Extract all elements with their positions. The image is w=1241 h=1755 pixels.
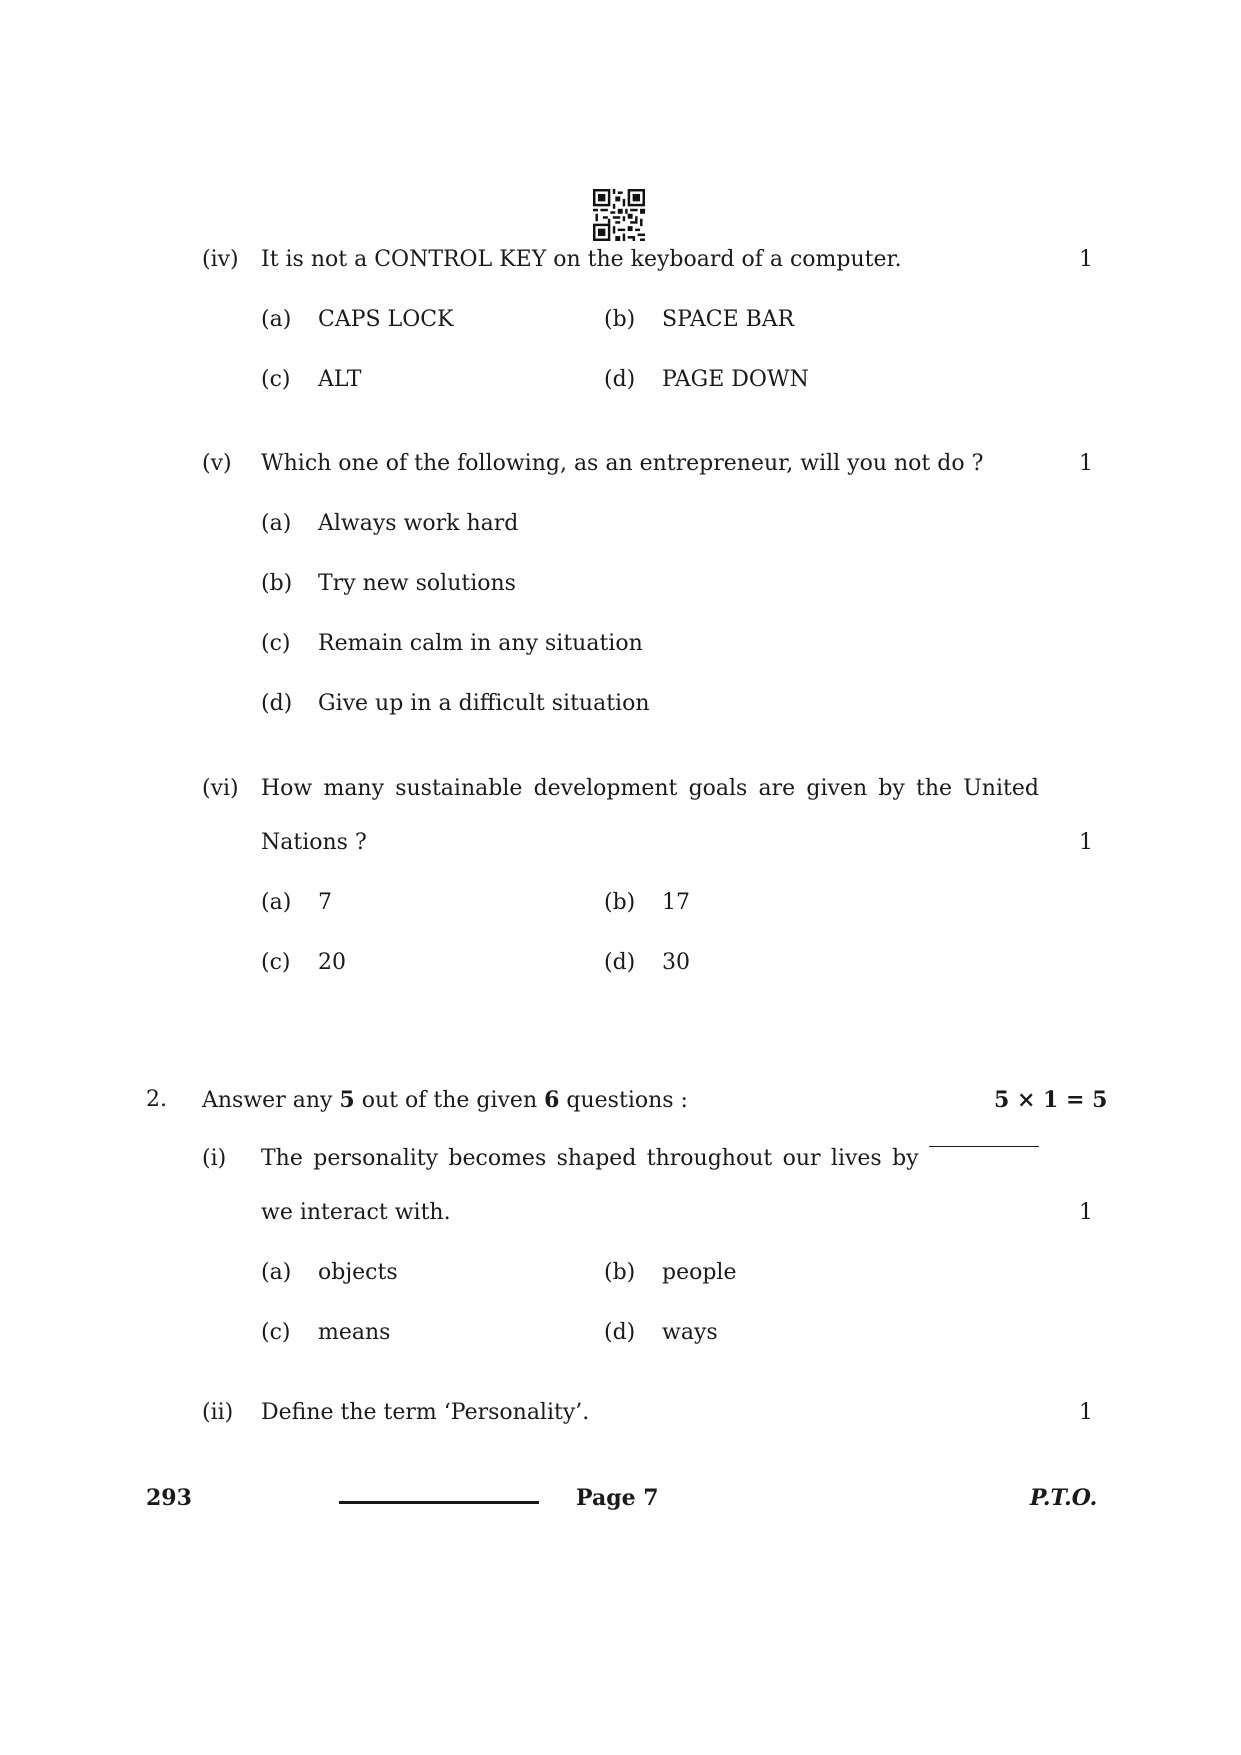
- word: becomes: [448, 1146, 547, 1171]
- option-text: 17: [662, 890, 690, 915]
- word: shaped: [556, 1146, 637, 1171]
- question-marks: 5 × 1 = 5: [994, 1087, 1108, 1113]
- qr-code: [593, 189, 645, 241]
- option-label: (a): [261, 307, 292, 332]
- option-text: PAGE DOWN: [662, 367, 809, 392]
- option-text: SPACE BAR: [662, 307, 795, 332]
- question-number: (vi): [202, 776, 239, 801]
- option-text: Try new solutions: [318, 571, 516, 596]
- option-label: (c): [261, 1320, 291, 1345]
- question-number: (iv): [202, 247, 239, 272]
- option-label: (d): [261, 691, 293, 716]
- option-label: (b): [604, 890, 636, 915]
- word: goals: [688, 776, 748, 801]
- option-label: (c): [261, 631, 291, 656]
- word: How: [261, 776, 313, 801]
- word: by: [892, 1146, 919, 1171]
- option-label: (a): [261, 890, 292, 915]
- option-label: (b): [604, 1260, 636, 1285]
- option-text: means: [318, 1320, 391, 1345]
- option-text: objects: [318, 1260, 398, 1285]
- paper-code: 293: [146, 1485, 192, 1511]
- option-label: (b): [604, 307, 636, 332]
- option-text: ways: [662, 1320, 718, 1345]
- option-text: Remain calm in any situation: [318, 631, 643, 656]
- question-marks: 1: [1079, 451, 1093, 476]
- option-label: (d): [604, 367, 636, 392]
- fill-in-blank: [929, 1146, 1039, 1147]
- word: lives: [830, 1146, 882, 1171]
- question-marks: 1: [1079, 830, 1093, 855]
- word: sustainable: [395, 776, 523, 801]
- question-text: It is not a CONTROL KEY on the keyboard of a computer.: [261, 247, 902, 272]
- option-text: people: [662, 1260, 737, 1285]
- question-number: 2.: [146, 1087, 167, 1112]
- question-number: (i): [202, 1146, 227, 1171]
- option-label: (a): [261, 511, 292, 536]
- word: are: [758, 776, 796, 801]
- question-text: Define the term ‘Personality’.: [261, 1400, 590, 1425]
- option-label: (c): [261, 950, 291, 975]
- pto-label: P.T.O.: [1030, 1485, 1098, 1511]
- option-text: CAPS LOCK: [318, 307, 454, 332]
- option-text: ALT: [318, 367, 362, 392]
- question-text-line2: Nations ?: [261, 830, 367, 855]
- word: United: [963, 776, 1039, 801]
- option-label: (c): [261, 367, 291, 392]
- word: our: [782, 1146, 821, 1171]
- question-number: (ii): [202, 1400, 234, 1425]
- word: many: [323, 776, 385, 801]
- word: throughout: [646, 1146, 773, 1171]
- question-text-line1: [261, 1146, 1039, 1171]
- question-marks: 1: [1079, 1400, 1093, 1425]
- word: the: [916, 776, 953, 801]
- option-text: 20: [318, 950, 346, 975]
- word: The: [261, 1146, 303, 1171]
- question-text-line2: we interact with.: [261, 1200, 451, 1225]
- word: given: [806, 776, 868, 801]
- word: development: [533, 776, 678, 801]
- option-label: (b): [261, 571, 293, 596]
- question-text-line1: [261, 776, 1039, 801]
- word: personality: [313, 1146, 439, 1171]
- word: by: [878, 776, 905, 801]
- option-label: (d): [604, 950, 636, 975]
- question-marks: 1: [1079, 1200, 1093, 1225]
- page-number: Page 7: [576, 1485, 659, 1511]
- option-text: 30: [662, 950, 690, 975]
- question-marks: 1: [1079, 247, 1093, 272]
- question-instruction: Answer any 5 out of the given 6 questions :: [202, 1087, 688, 1113]
- option-label: (d): [604, 1320, 636, 1345]
- footer-rule: [339, 1501, 539, 1504]
- option-text: 7: [318, 890, 332, 915]
- option-label: (a): [261, 1260, 292, 1285]
- option-text: Give up in a difficult situation: [318, 691, 650, 716]
- question-text: Which one of the following, as an entrepreneur, will you not do ?: [261, 451, 984, 476]
- question-number: (v): [202, 451, 232, 476]
- option-text: Always work hard: [318, 511, 519, 536]
